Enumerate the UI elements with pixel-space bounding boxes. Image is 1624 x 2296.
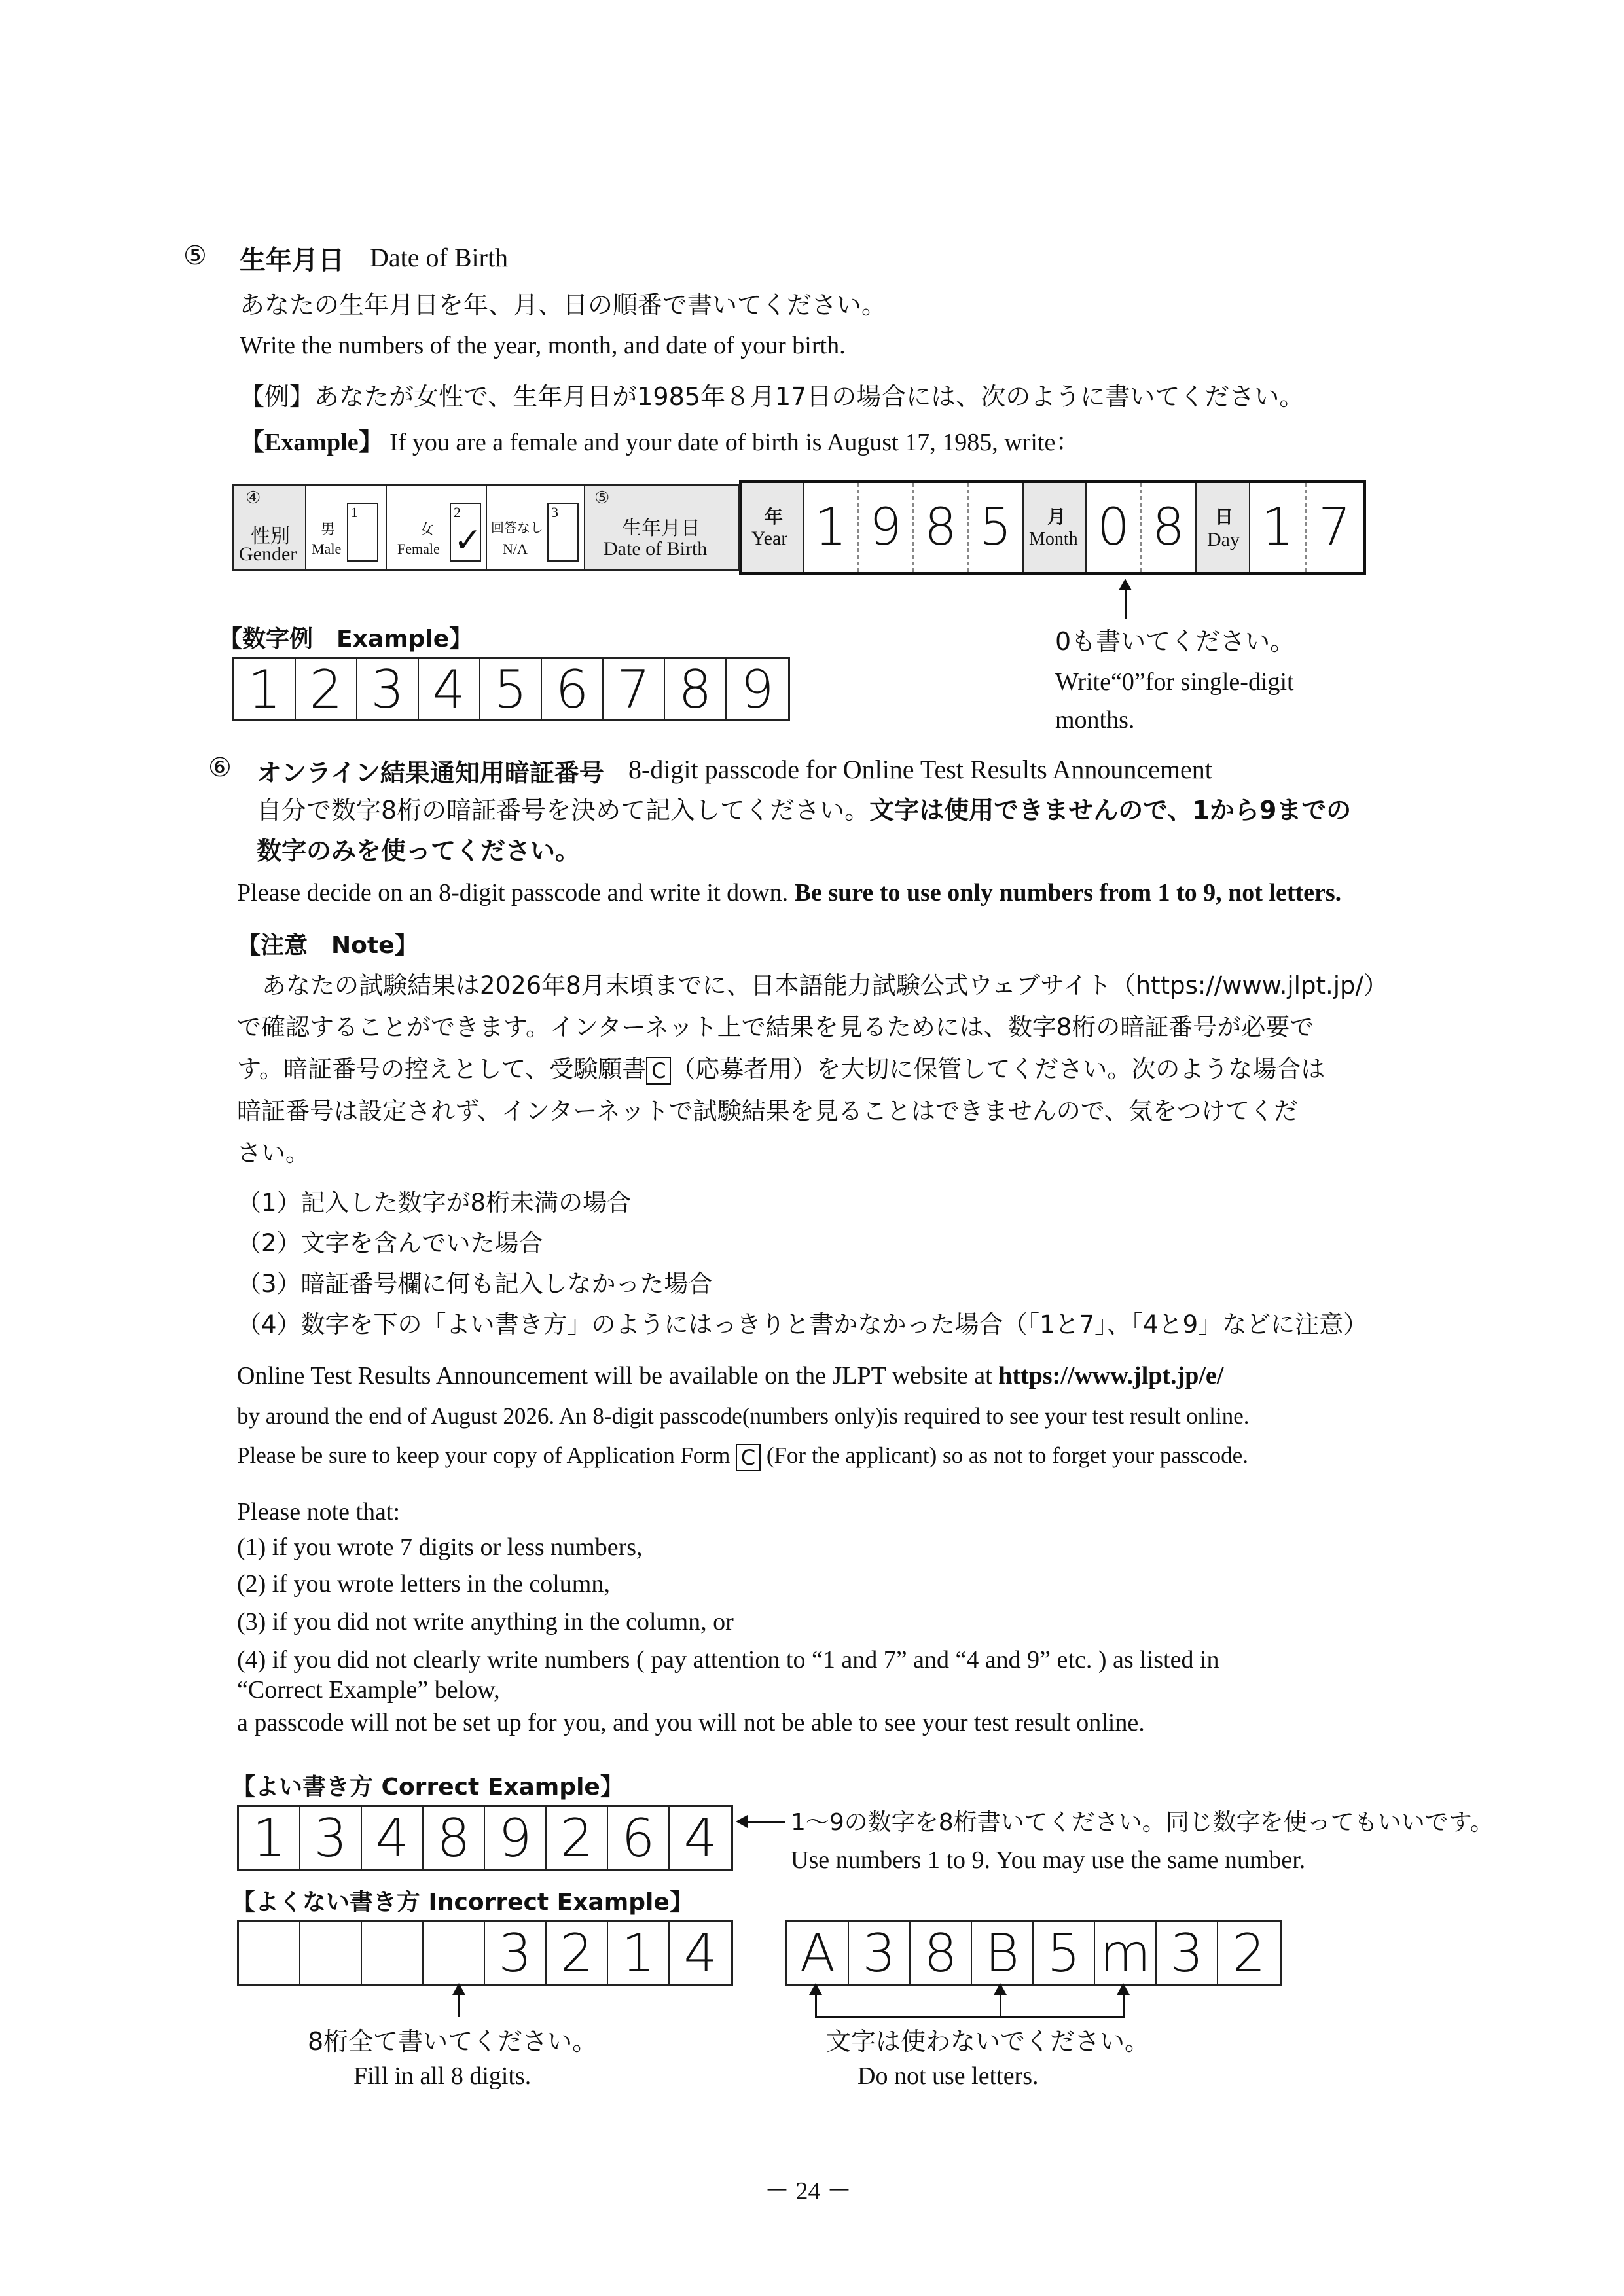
correct-example-label: 【よい書き方 Correct Example】 — [232, 1774, 624, 1801]
year-digit[interactable]: 5 — [969, 483, 1024, 572]
incorrect-note1-en: Fill in all 8 digits. — [353, 2062, 532, 2090]
digit-cell-empty — [300, 1922, 362, 1984]
na-number: 3 — [551, 504, 558, 520]
incorrect-note2-en: Do not use letters. — [857, 2062, 1039, 2090]
digit-cell: 4 — [683, 1922, 717, 1984]
digit-cell: 8 — [911, 1922, 972, 1984]
note-paragraph-line-5: さい。 — [237, 1139, 310, 1167]
passcode-desc-jp-1 — [257, 793, 1351, 827]
digit-cell: 2 — [547, 1807, 608, 1869]
day-digit[interactable]: 1 — [1250, 483, 1307, 572]
digit-cell: 1 — [239, 1807, 300, 1869]
day-digit[interactable]: 7 — [1318, 498, 1351, 557]
note-en-1a: Online Test Results Announcement will be available on the JLPT website at — [237, 1362, 999, 1390]
digit-cell-empty — [362, 1922, 424, 1984]
number-example-label: 【数字例 Example】 — [219, 626, 473, 653]
male-label-en: Male — [312, 541, 342, 557]
case-item: （4）数字を下の「よい書き方」のようにはっきりと書かなかった場合（「1と7」、「4と9」などに注意） — [237, 1310, 1368, 1338]
dob-example-jp: 【例】あなたが女性で、生年月日が1985年８月17日の場合には、次のように書いてください。 — [240, 382, 1305, 411]
please-note-item-cont: “Correct Example” below, — [237, 1676, 500, 1704]
gender-na-cell — [487, 484, 585, 571]
note-en-line-2: by around the end of August 2026. An 8-digit passcode(numbers only)is required to see your test result online. — [237, 1403, 1250, 1429]
incorrect-note1-jp: 8桁全て書いてください。 — [308, 2027, 598, 2056]
incorrect-example-row-1 — [237, 1920, 733, 1986]
arrow-up-icon — [458, 1994, 460, 2017]
na-label-en: N/A — [503, 541, 528, 557]
dob-title-en: Date of Birth — [370, 243, 509, 272]
form-c-box: C — [646, 1057, 671, 1085]
na-checkbox[interactable] — [547, 503, 579, 562]
digit-cell: 4 — [362, 1807, 424, 1869]
digit-cell: 2 — [1232, 1922, 1266, 1984]
dob-example-en-line — [240, 425, 1080, 459]
passcode-desc-en — [237, 878, 1341, 907]
digit-cell: 3 — [485, 1922, 547, 1984]
year-label-cell — [742, 483, 804, 572]
note-paragraph-line-1: あなたの試験結果は2026年8月末頃までに、日本語能力試験公式ウェブサイト（https://www.jlpt.jp/） — [262, 971, 1388, 999]
gender-label-en: Gender — [239, 543, 297, 565]
dob-instruction-en: Write the numbers of the year, month, and date of your birth. — [240, 332, 846, 359]
arrow-left-icon — [746, 1821, 785, 1823]
arrow-up-icon — [1123, 1994, 1125, 2017]
check-mark-icon: ✓ — [454, 521, 482, 560]
passcode-desc-jp-1b: 文字は使用できませんので、1から9までの — [869, 796, 1352, 825]
passcode-title-en: 8-digit passcode for Online Test Results Announcement — [628, 755, 1212, 784]
digit-cell-empty — [424, 1922, 485, 1984]
female-label-en: Female — [397, 541, 440, 557]
year-digit[interactable]: 9 — [859, 483, 914, 572]
female-label-jp: 女 — [420, 522, 435, 538]
digit-cell: 6 — [608, 1807, 670, 1869]
gender-female-cell — [387, 484, 487, 571]
month-label-jp: 月 — [1047, 506, 1066, 528]
incorrect-note2-jp: 文字は使わないでください。 — [826, 2027, 1150, 2056]
digit-cell: 9 — [740, 658, 774, 720]
incorrect-example-row-2 — [785, 1920, 1282, 1986]
note-label: 【注意 Note】 — [237, 932, 418, 959]
digit-cell: A — [787, 1922, 849, 1984]
year-label-en: Year — [751, 528, 788, 549]
year-digit[interactable]: 8 — [914, 483, 969, 572]
note-en-line-1 — [237, 1361, 1223, 1390]
case-item: （3）暗証番号欄に何も記入しなかった場合 — [237, 1270, 713, 1298]
month-label-cell — [1024, 483, 1087, 572]
digit-cell: 8 — [665, 659, 727, 719]
dob-number: ⑤ — [594, 488, 610, 507]
zero-note-en-1: Write“0”for single-digit — [1055, 668, 1294, 696]
digit-cell: B — [972, 1922, 1034, 1984]
na-label-jp: 回答なし — [491, 520, 543, 535]
please-note-item: (2) if you wrote letters in the column, — [237, 1570, 610, 1598]
year-digit[interactable]: 1 — [804, 483, 859, 572]
jlpt-url-link[interactable]: https://www.jlpt.jp/e/ — [998, 1362, 1224, 1390]
gender-male-cell — [306, 484, 387, 571]
note-paragraph-line-3 — [237, 1052, 1325, 1086]
note-en-3a: Please be sure to keep your copy of Application Form — [237, 1443, 736, 1468]
passcode-desc-en-a: Please decide on an 8-digit passcode and write it down. — [237, 879, 789, 906]
note-en-3b: (For the applicant) so as not to forget your passcode. — [761, 1443, 1248, 1468]
day-label-jp: 日 — [1215, 506, 1234, 528]
arrow-up-icon — [815, 1994, 817, 2017]
note-line-3b: （応募者用）を大切に保管してください。次のような場合は — [671, 1055, 1326, 1083]
dob-instruction-jp: あなたの生年月日を年、月、日の順番で書いてください。 — [240, 291, 887, 319]
female-checkbox[interactable] — [450, 503, 481, 562]
dob-label-jp: 生年月日 — [622, 517, 700, 540]
month-label-en: Month — [1029, 529, 1078, 549]
digit-cell: 3 — [357, 659, 419, 719]
digit-cell: 4 — [419, 659, 480, 719]
year-label-jp: 年 — [765, 506, 784, 528]
digit-cell: 3 — [849, 1922, 911, 1984]
digit-cell: 1 — [608, 1922, 670, 1984]
female-number: 2 — [454, 504, 461, 520]
bracket-line — [815, 2016, 1125, 2018]
dob-example-form — [232, 484, 1366, 571]
dob-label-en: Date of Birth — [604, 538, 708, 560]
digit-cell: 5 — [480, 659, 542, 719]
digit-cell: 9 — [485, 1807, 547, 1869]
number-example-row — [232, 657, 790, 721]
male-label-jp: 男 — [321, 522, 336, 538]
digit-cell: 4 — [683, 1807, 717, 1869]
please-note-item: (3) if you did not write anything in the column, or — [237, 1608, 734, 1636]
passcode-title-jp: オンライン結果通知用暗証番号 — [257, 759, 604, 787]
note-paragraph-line-4: 暗証番号は設定されず、インターネットで試験結果を見ることはできませんので、気をつけてくだ — [237, 1097, 1298, 1125]
please-note-conclusion: a passcode will not be set up for you, and you will not be able to see your test result online. — [237, 1709, 1145, 1736]
digit-cell: 2 — [296, 659, 357, 719]
month-digit[interactable]: 0 — [1087, 483, 1142, 572]
gender-number: ④ — [245, 488, 261, 507]
zero-note-en-2: months. — [1055, 706, 1135, 734]
arrow-up-icon — [1125, 589, 1127, 619]
digit-cell: 3 — [1157, 1922, 1218, 1984]
arrow-left-head-icon — [736, 1815, 748, 1828]
passcode-desc-jp-2: 数字のみを使ってください。 — [257, 836, 581, 865]
digit-cell: 8 — [424, 1807, 485, 1869]
note-en-line-3 — [237, 1443, 1248, 1471]
digit-cell: 3 — [300, 1807, 362, 1869]
digit-cell: 2 — [547, 1922, 608, 1984]
note-paragraph-line-2: で確認することができます。インターネット上で結果を見るためには、数字8桁の暗証番号が必要で — [237, 1013, 1314, 1041]
form-c-box: C — [736, 1444, 761, 1471]
arrow-up-icon — [1000, 1994, 1001, 2017]
page-number: － 24 － — [765, 2178, 852, 2205]
digit-cell: 5 — [1034, 1922, 1095, 1984]
please-note-item: (4) if you did not clearly write numbers ( pay attention to “1 and 7” and “4 and 9” etc. ) as listed in — [237, 1646, 1219, 1674]
section-number-5: ⑤ — [183, 241, 207, 271]
passcode-desc-en-b: Be sure to use only numbers from 1 to 9, not letters. — [794, 879, 1342, 906]
gender-label-jp: 性別 — [251, 525, 290, 548]
section-number-6: ⑥ — [208, 753, 232, 783]
day-label-en: Day — [1207, 529, 1240, 550]
dob-label-cell — [585, 484, 740, 571]
note-line-3a: す。暗証番号の控えとして、受験願書 — [237, 1055, 647, 1083]
case-item: （2）文字を含んでいた場合 — [237, 1229, 543, 1257]
please-note-heading: Please note that: — [237, 1498, 401, 1526]
gender-label-cell — [232, 484, 306, 571]
correct-note-jp: 1～9の数字を8桁書いてください。同じ数字を使ってもいいです。 — [791, 1809, 1494, 1836]
digit-cell: 1 — [234, 659, 296, 719]
digit-cell: m — [1095, 1922, 1157, 1984]
correct-example-row — [237, 1805, 733, 1871]
zero-note-jp: 0も書いてください。 — [1055, 627, 1295, 656]
dob-title-jp: 生年月日 — [240, 245, 344, 276]
example-label: 【Example】 — [240, 429, 384, 456]
male-checkbox[interactable] — [347, 503, 378, 562]
day-label-cell — [1197, 483, 1250, 572]
case-item: （1）記入した数字が8桁未満の場合 — [237, 1189, 632, 1217]
dob-example-en: If you are a female and your date of birth is August 17, 1985, write： — [389, 429, 1081, 456]
month-digit[interactable]: 8 — [1142, 483, 1197, 572]
please-note-item: (1) if you wrote 7 digits or less numbers, — [237, 1534, 643, 1561]
incorrect-example-label: 【よくない書き方 Incorrect Example】 — [232, 1889, 693, 1916]
digit-cell: 6 — [542, 659, 604, 719]
correct-note-en: Use numbers 1 to 9. You may use the same number. — [791, 1846, 1306, 1874]
dob-digits-block — [739, 480, 1366, 575]
male-number: 1 — [351, 504, 358, 520]
passcode-desc-jp-1a: 自分で数字8桁の暗証番号を決めて記入してください。 — [257, 796, 870, 825]
digit-cell: 7 — [604, 659, 665, 719]
digit-cell-empty — [239, 1922, 300, 1984]
